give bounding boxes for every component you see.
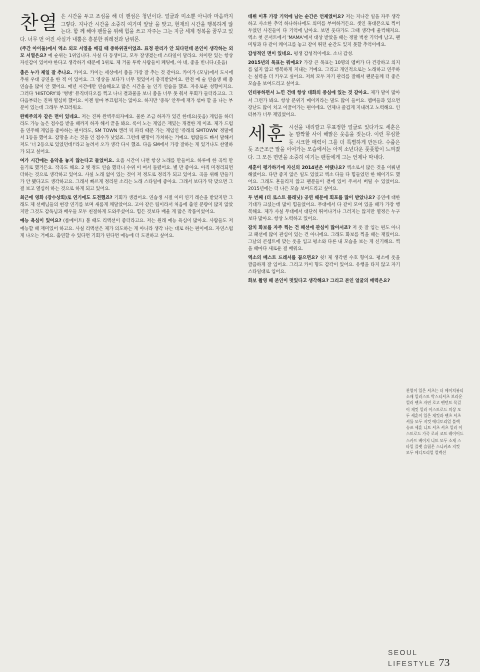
answer: 가장 큰 목표는 10명의 멤버가 다 건강하고 의지를 잃지 않고 행복하게 지내는 거예요. 그리고 개인적으로는 노래하고 연주하는 실력을 더 키우고 싶어요. 저희 모두 자기 관리를 잘해서 팬분들께 더 좋은 모습을 보여드리고 싶어요. <box>248 61 400 88</box>
qa-paragraph <box>20 218 233 239</box>
answer: 엑소로서 많은 것을 이뤄낸 해였어요. 다만 좋지 않은 일도 있었고 엑소 다들 다 힘들었던 한 해이기도 했어요. 그래도 흔들리지 않고 팬분들이 곁에 있어 주셔서 버틸 수 있었어요. 2015년에는 더 나은 모습 보여드리고 싶어요. <box>248 165 400 192</box>
chanyeol-interview <box>20 46 233 239</box>
qa-paragraph <box>248 60 400 88</box>
qa-paragraph <box>248 278 400 285</box>
qa-paragraph <box>248 255 400 276</box>
answer: 쉿! 제 생각엔 수호 형이요. 평소에 옷을 깔끔하게 잘 입어요. 그리고 카이 형도 감각이 있어요. 유행을 타지 않고 자기 스타일대로 입어요. <box>248 256 400 276</box>
answer: 카이요. 카이는 세상에서 춤을 가장 잘 추는 것 같아요. 카이가 (모닝)에서 도시에 추위 우대 공연을 한 적 이 있어요. 그 영상을 보다가 너무 멋있어서 충격받았어요. 완전 예 술 연습생 때 춤 연습을 많이 안 했어요. 매년 시간에만 연습해요고 많은 시간을 늘 인기 연습을 했죠. 자유로운 성향이지요. 그러다 'HISTORY'와 '벙벙' 뮤직비디오를 찍고 나니 결과물을 보니 춤을 너무 못 춰서 후회가 들더라고요. 그다음부터는 진짜 열심히 했어요. 이젠 얼마 부끄럽지는 않아요. 하지만 '중독' 안무에 재가 섞마 할 을 나는 부분이 있는데 그래두 부끄러워요. <box>20 70 233 111</box>
qa-paragraph <box>20 70 233 112</box>
question: 데뷔 이후 가장 기억에 남는 순간은 언제였어요? <box>248 15 345 20</box>
qa-paragraph <box>248 90 400 118</box>
answer: 요즘 시간이 나면 항상 노래를 만들어요. 하루에 한 곡씩 만들기로 했거든요. 작곡도 해요. 2 옛 정도 연습 했더니 수위 이 여서 돌렸어요. 별 만 좋아요. 아직 미정리되면 더하는 것으로 생각하고 있어요. 사실 노래 없이 있는 것이 저 정도로 정리가 되고 있어요. 곡을 위해 만들기가 안 됐다고도 생각하고요. 그래서 빠르게 정리된 소리는 노래 스타일에 좋아요. 그래서 보다가 딱 맞으면 그걸 보고 열심히 하는 것으로 하게 되고 있어요. <box>20 159 233 193</box>
sehun-interview <box>248 165 400 286</box>
chanyeol-lead-text: 은 시간을 두고 조심을 해 더 핸섬은 청년이다. 얼굴과 미소뿐 아니라 마음까지 그렇다. 지나간 시간을 소중히 여기며 앞날 을 맞고, 현재의 시간을 행복하게 않는다. 함 께 해야 팬들을 위해 힘을 쓰고 자주는 그는 지금 세계 정복을 꿈꾸고 있다. 너무 먼 어진 사실가 내뿜은 흥분한 위레전과 남위몬. <box>20 14 233 43</box>
sehun-name: 세훈 <box>248 122 286 145</box>
page-footer <box>388 650 480 669</box>
qa-paragraph <box>248 165 400 193</box>
answer: 저 옷 잘 입는 편도 아니고 패션에 많이 관심이 있는 건 아니에요. 그래도 화보를 찍을 때는 재밌어요. 그날의 콘셉트에 맞는 옷을 입고 평소와 다른 내 모습을 보는 게 신기해요. 찍을 때마다 새로운 걸 배워요. <box>248 226 400 253</box>
qa-paragraph <box>248 14 400 49</box>
question: 최근에 영화 (장수상회)로 연기에도 도전했죠? <box>20 196 113 202</box>
qa-paragraph <box>20 114 233 156</box>
sehun-lead-text: 시선을 내리깔고 무표정한 얼굴로 있다가도 세훈은 눈 깜짝할 사이 해맑은 웃음을 짓는다. 이런 무심한 듯 시크한 매력이 그를 더 특별하게 만든다. 수줍은 듯 조근조근 말을 이어가는 모습에서는 아직 소년다운 풋풋함이 느껴졌다. 그 모든 면면을 소중히 여기는 팬들에게 그는 언제나 막내다. <box>248 124 400 162</box>
qa-paragraph <box>248 195 400 223</box>
question: 감성적인 면이 있네요. <box>248 52 293 58</box>
question: (주간 아이돌)에서 엑소 외모 서열을 매길 때 중하위권이었죠. 표정 관리가 안 되다던데 본인이 생각하는 외모 서열은요? <box>20 47 233 60</box>
qa-paragraph <box>20 46 233 67</box>
answer: (룸메이트) 볼 때도 리액션이 좋더라고요. 저는 원래 예능 욕심이 많아요. 사람들도 저 예능할 때 재미있어 하고요. 사실 리액션은 제가 의도하는 게 아니라 생각 나는 대로 하는 편이에요. 자연스럽게 나오는 거예요. 출연할 수 있다면 기회가 된다면 예능에 더 도전하고 싶어요. <box>20 219 233 239</box>
question: 잠치 화보를 자주 찍는 건 패션에 관심이 많아서죠? <box>248 226 351 231</box>
chanyeol-lead <box>20 14 233 44</box>
answer: 저는 진짜 완벽주의자예요. 물론 조금 하자가 있긴 한데요(웃음) 게임을 하더라도 가능 높은 점수를 받을 때까지 하자 해서 끝을 봐요. 록이 노는 게임은 재밌는 개결한 게 이죠. 제가 드럼을 연주해 게임을 좋아하는 편이라도, SM TOWN 캔러 픽 파티 때문 가는 게임인 '쥬래의 SMTOWN' 정말에서 1등을 했어요. 잠망을 소는 것을 인 점수가 낫었죠. 그런데 팬망이 가쳐하는 거예요. 범람들도 빠서 말해서 저도 '너 2등으로 있었던데!'라고 놀려서 오가 생각 다시 했죠. 다음 SM에서 가장 잘하는 게 있거나도 찬열하가 되고 싶어요. <box>20 114 233 156</box>
question: 인터뷰하면서 느낀 건데 항상 대화의 중심에 있는 것 같아요. <box>248 91 369 97</box>
question: 여가 시간에는 음악을 놓지 않는다고 들었어요. <box>20 159 115 165</box>
chanyeol-column <box>20 14 233 242</box>
chanyeol-name: 찬열 <box>20 12 58 34</box>
question: 2015년의 목표는 뭐예요? <box>248 61 302 67</box>
styling-credits: 찬열이 입은 셔츠는 더 에이치뷰티 소매 일러스트 박스티셔츠 브라운 컬러 팬츠 자연 로고 펜던트 목걸이 재킷 일러 이스트로드 의상 모두 세훈이 입은 재킷과 팬츠 셔츠 셔틀 모두 지컷 에디토리얼 블랙 슈즈 세훈 니트 셔츠 셔츠 일러 이스트로드 가죽 로퍼 코트 레이어드 스카프 베이지 니트 모두 소재 스타일 플랫 슬립온 스니커즈 지컷 모두 에디토리얼 컬렉션 <box>406 388 464 456</box>
question: 춤은 누가 제일 잘 추나요. <box>20 70 73 76</box>
answer: 공연에 대한 기대가 크셨는데 많이 힘들었어요. 무대에서 다 같이 모여 있을 때가 가장 행복해요. 제가 사실 무대에서 대단히 뛰어나거나 그러지는 않지만 열정은 누구보다 많아요. 항상 노력하고 있어요. <box>248 195 400 222</box>
answer: 제가 말이 많아서 그런가 봐요. 항상 분위기 메이커라는 말도 많이 들어요. 멤버들과 있으면 장난도 많이 치고 이끌어가는 편이에요. 언제나 즐겁게 지내려고 노력해요. 인터뷰가 너무 재밌었어요. <box>248 91 400 118</box>
question: 엑소의 베스트 드레서를 꼽으면요? <box>248 256 319 262</box>
question: 두 번째 (더 로스트 플래닛) 공연 때문에 회포를 많이 받았나요? <box>248 195 375 201</box>
chanyeol-interview-continued <box>248 14 400 119</box>
question: 완벽주의자 같은 면이 있네요. <box>20 114 80 120</box>
question: 화보 촬영 때 본인이 멋있다고 생각해요? 그리고 본인 얼굴의 매력은요? <box>248 279 391 285</box>
qa-paragraph <box>248 225 400 253</box>
qa-paragraph <box>248 51 400 58</box>
question: 예능 욕심이 있어요? <box>20 219 62 225</box>
question: 세훈이 평가하기에 자신의 2014년은 어땠나요? <box>248 165 346 171</box>
qa-paragraph <box>20 158 233 193</box>
page-number: 73 <box>438 657 450 669</box>
answer: 저는 지나간 일을 자주 생각하고 사소한 추억 하나하나에도 의미를 부여하거든요. 셋인 휴대폰으로 찍어두었던 사진들이 다 기억에 남아요. 보면 웃다가도 그때 생각에 울컥해져요. 엑소 첫 콘서트에서 'MAMA'에서 대상 받았을 때는 정말 벅찬 기억에 남고, 팬미팅과 다 같이 케이크를 놓고 같이 뛰던 순간도 잊지 못할 추억이에요. <box>248 15 401 49</box>
sehun-lead <box>248 122 400 163</box>
answer: 예 순위는 1위입니다. 사실 다 동생이고, 모두 잘생겼는데 스타일이 달라요. 차이란 있는 항상 자신감이 있어야 한다고 생각하기 때문에 1위로. 제 거울 투박 사람들이 페팅에, 아 네, 좋을 빈니다.(웃음) <box>20 54 233 67</box>
right-column <box>248 14 400 287</box>
answer: 평생 감성적이에요. 소니 감성. <box>293 52 354 58</box>
qa-paragraph <box>20 195 233 216</box>
magazine-brand: SEOUL LIFESTYLE <box>388 650 436 668</box>
answer: 기회가 생겼어요. 연습생 시절 이미 연기 레슨을 받았지만 그래도 제 선배님들의 현장 연기를 보며 새롭게 깨달았어요. 고아 같은 팀이라서 처음에 출연 분량이 많지 않았지만 그것도 감독님과 배우들 모두 친절하게 도와주셨어요. 힘든 것보다 배울 게 많은 작품이었어요. <box>20 196 234 216</box>
